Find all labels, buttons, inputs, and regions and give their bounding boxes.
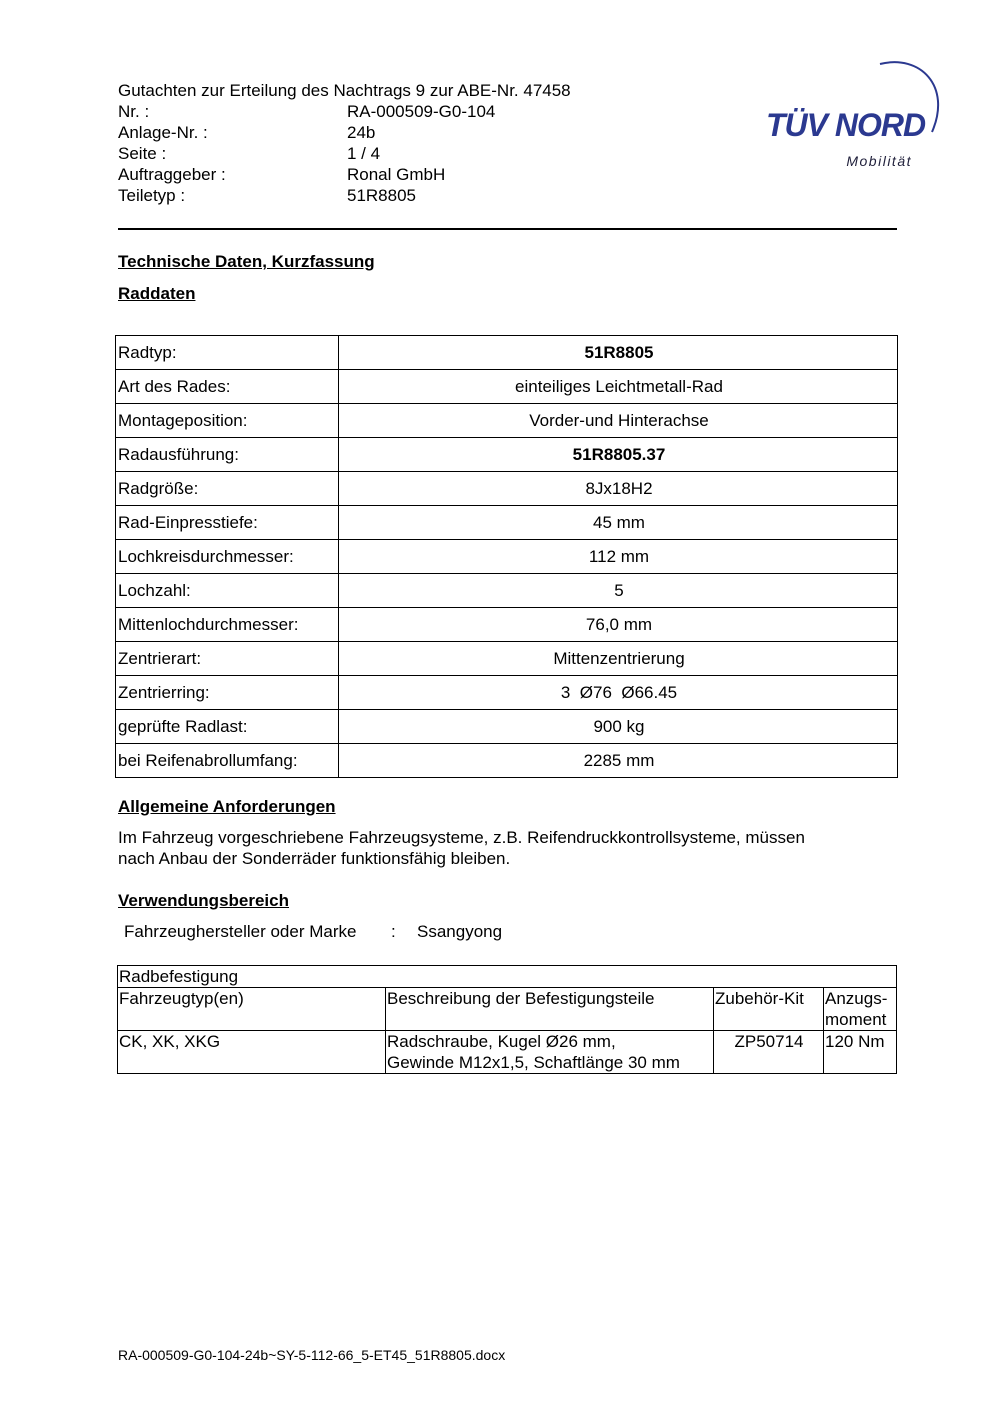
cell-fahrzeugtyp: CK, XK, XKG [118, 1031, 386, 1074]
document-title: Gutachten zur Erteilung des Nachtrags 9 zur ABE-Nr. 47458 [118, 81, 571, 100]
header-anzugsmoment-line: moment [825, 1010, 887, 1029]
header-anzugsmoment-line: Anzugs- [825, 989, 888, 1008]
header-value: 1 / 4 [347, 144, 381, 163]
row-label: Zentrierart: [116, 642, 339, 676]
table-row [116, 336, 898, 370]
header-value: 24b [347, 123, 376, 142]
footer-filename: RA-000509-G0-104-24b~SY-5-112-66_5-ET45_51R8805.docx [118, 1347, 506, 1363]
table-row [116, 370, 898, 404]
allgemeine-paragraph [118, 827, 898, 869]
header-value: RA-000509-G0-104 [347, 102, 496, 121]
header-row-auftraggeber [118, 164, 571, 185]
header-key: Seite : [118, 144, 167, 163]
heading-raddaten: Raddaten [118, 284, 196, 303]
table-row [116, 438, 898, 472]
row-value: 51R8805.37 [339, 438, 898, 472]
header-row-seite [118, 143, 571, 164]
row-label: Radausführung: [116, 438, 339, 472]
table-row [116, 642, 898, 676]
tuv-nord-logo [760, 56, 945, 176]
document-header [118, 80, 571, 206]
header-row-anlage [118, 122, 571, 143]
header-zubehoer-kit: Zubehör-Kit [714, 988, 824, 1031]
row-value: 5 [339, 574, 898, 608]
row-value: 51R8805 [339, 336, 898, 370]
cell-beschreibung [386, 1031, 714, 1074]
header-divider [118, 228, 897, 230]
heading-technische-daten: Technische Daten, Kurzfassung [118, 252, 375, 271]
row-value: 2285 mm [339, 744, 898, 778]
header-value: 51R8805 [347, 186, 417, 205]
header-key: Teiletyp : [118, 186, 186, 205]
row-value: Mittenzentrierung [339, 642, 898, 676]
row-value: 8Jx18H2 [339, 472, 898, 506]
table-row [116, 744, 898, 778]
header-anzugsmoment [824, 988, 897, 1031]
row-label: Radtyp: [116, 336, 339, 370]
hersteller-label: Fahrzeughersteller oder Marke [124, 922, 357, 941]
logo-brand: TÜV NORD [766, 107, 926, 143]
row-value: 3 Ø76 Ø66.45 [339, 676, 898, 710]
paragraph-line: nach Anbau der Sonderräder funktionsfähig bleiben. [118, 849, 511, 868]
row-value: Vorder-und Hinterachse [339, 404, 898, 438]
table-title: Radbefestigung [118, 966, 897, 988]
table-row [118, 1031, 897, 1074]
paragraph-line: Im Fahrzeug vorgeschriebene Fahrzeugsysteme, z.B. Reifendruckkontrollsysteme, müssen [118, 828, 805, 847]
header-row-nr [118, 101, 571, 122]
table-row [116, 710, 898, 744]
table-header-row [118, 988, 897, 1031]
header-value: Ronal GmbH [347, 165, 446, 184]
table-row [116, 472, 898, 506]
header-row-teiletyp [118, 185, 571, 206]
row-label: Montageposition: [116, 404, 339, 438]
row-value: 112 mm [339, 540, 898, 574]
row-label: Zentrierring: [116, 676, 339, 710]
table-title-row [118, 966, 897, 988]
row-value: 900 kg [339, 710, 898, 744]
row-label: geprüfte Radlast: [116, 710, 339, 744]
row-value: 45 mm [339, 506, 898, 540]
table-row [116, 608, 898, 642]
row-label: Art des Rades: [116, 370, 339, 404]
heading-allgemeine-anforderungen: Allgemeine Anforderungen [118, 797, 336, 816]
cell-anzugsmoment: 120 Nm [824, 1031, 897, 1074]
table-row [116, 540, 898, 574]
table-row [116, 506, 898, 540]
row-label: Mittenlochdurchmesser: [116, 608, 339, 642]
radbefestigung-table [117, 965, 897, 1074]
table-row [116, 404, 898, 438]
raddaten-table [115, 335, 898, 778]
table-row [116, 676, 898, 710]
row-label: bei Reifenabrollumfang: [116, 744, 339, 778]
header-fahrzeugtyp: Fahrzeugtyp(en) [118, 988, 386, 1031]
row-value: einteiliges Leichtmetall-Rad [339, 370, 898, 404]
heading-verwendungsbereich: Verwendungsbereich [118, 891, 289, 910]
header-key: Anlage-Nr. : [118, 123, 208, 142]
hersteller-colon: : [391, 922, 396, 941]
beschreibung-line: Radschraube, Kugel Ø26 mm, [387, 1032, 616, 1051]
logo-sub: Mobilität [846, 153, 912, 169]
row-label: Rad-Einpresstiefe: [116, 506, 339, 540]
cell-zubehoer-kit: ZP50714 [714, 1031, 824, 1074]
header-key: Nr. : [118, 102, 150, 121]
hersteller-row [124, 922, 502, 942]
row-label: Lochkreisdurchmesser: [116, 540, 339, 574]
row-label: Lochzahl: [116, 574, 339, 608]
beschreibung-line: Gewinde M12x1,5, Schaftlänge 30 mm [387, 1053, 680, 1072]
row-label: Radgröße: [116, 472, 339, 506]
hersteller-value: Ssangyong [417, 922, 503, 941]
header-beschreibung: Beschreibung der Befestigungsteile [386, 988, 714, 1031]
header-key: Auftraggeber : [118, 165, 226, 184]
row-value: 76,0 mm [339, 608, 898, 642]
table-row [116, 574, 898, 608]
